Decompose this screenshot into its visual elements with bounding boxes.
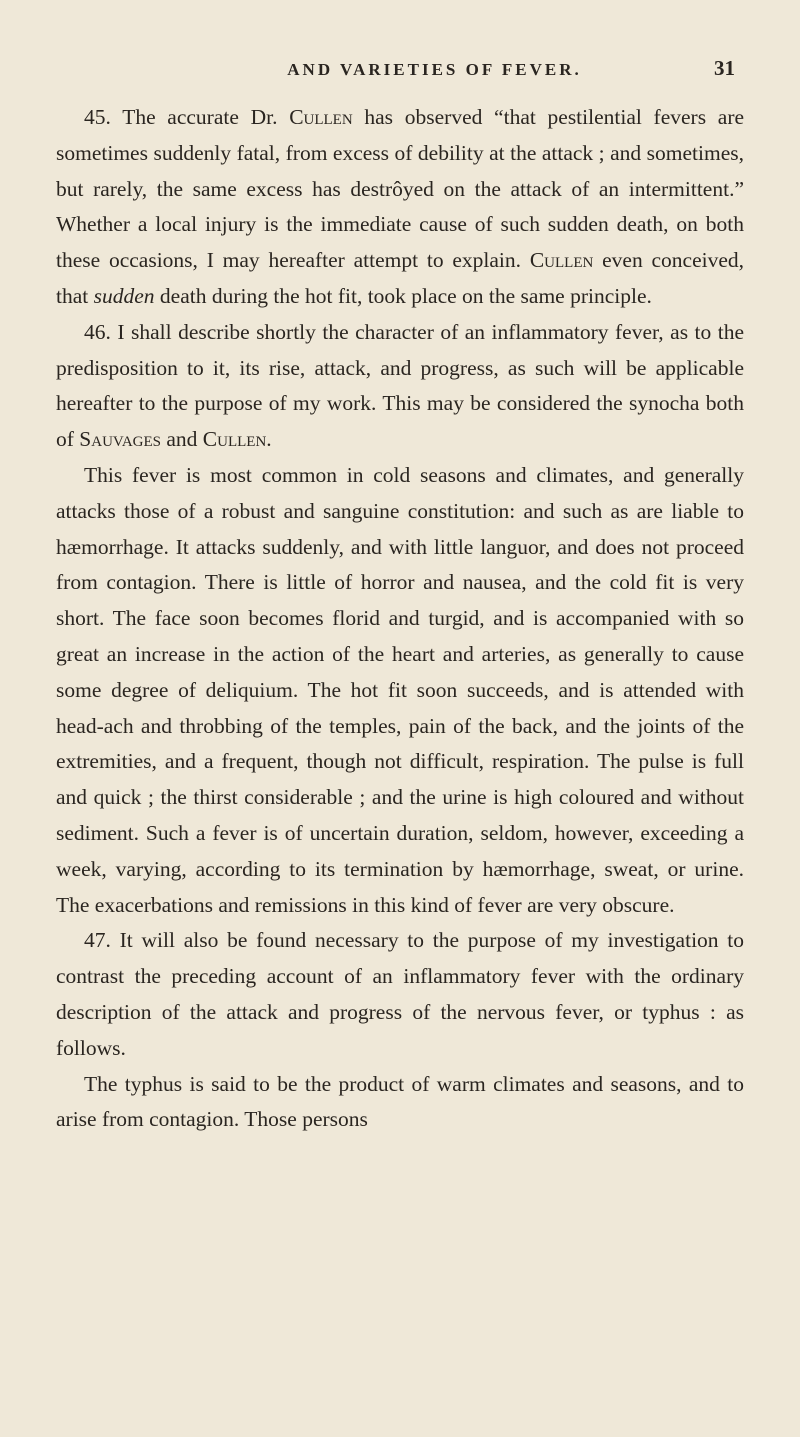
emphasis: sudden [93, 283, 155, 308]
author-name: Cullen [529, 248, 594, 273]
author-name: Cullen. [202, 427, 272, 452]
paragraph-46 [56, 315, 744, 458]
text-span: The accurate Dr. [122, 105, 278, 129]
running-head: AND VARIETIES OF FEVER. [287, 60, 582, 79]
section-number: 46. [84, 319, 111, 344]
text-span: has observed “that pestilential fevers are sometimes suddenly fatal, from excess of debility at the attack ; and sometimes, but rarely, the same excess has destrôyed on the attack of an intermittent.” Whether a local injury is the immediate cause of such sudden death, on both these occasions, I may hereafter attempt to explain. [56, 105, 745, 273]
text-span: It will also be found necessary to the purpose of my investigation to contrast the preceding account of an inflammatory fever with the ordinary description of the attack and progress of the nervous fever, or typhus : as follows. [56, 928, 745, 1060]
text-span: and [166, 427, 198, 452]
author-name: Cullen [289, 105, 353, 129]
author-name: Sauvages [79, 427, 161, 452]
paragraph-46-continued: This fever is most common in cold seasons and climates, and generally attacks those of a robust and sanguine constitution: and such as are liable to hæmorrhage. It attacks suddenly, and with little languor, and does not proceed from contagion. There is little of horror and nausea, and the cold fit is very short. The face soon becomes florid and turgid, and is accompanied with so great an increase in the action of the heart and arteries, as generally to cause some degree of deliquium. The hot fit soon succeeds, and is attended with head-ach and throbbing of the temples, pain of the back, and the joints of the extremities, and a frequent, though not difficult, respiration. The pulse is full and quick ; the thirst considerable ; and the urine is high coloured and without sediment. Such a fever is of uncertain duration, seldom, however, exceeding a week, varying, according to its termination by hæmorrhage, sweat, or urine. The exacerbations and remissions in this kind of fever are very obscure. [56, 462, 744, 917]
text-span: even conceived, that [56, 248, 745, 308]
paragraph-47 [56, 923, 744, 1066]
body-text [56, 100, 744, 1138]
paragraph-47-continued: The typhus is said to be the product of warm climates and seasons, and to arise from contagion. Those persons [56, 1071, 744, 1132]
page-number: 31 [714, 56, 735, 80]
paragraph-45 [56, 100, 744, 315]
page-header [115, 56, 735, 81]
section-number: 45. [84, 105, 111, 129]
section-number: 47. [84, 928, 111, 953]
text-span: I shall describe shortly the character of an inflammatory fever, as to the predisposition to it, its rise, attack, and progress, as such will be applicable hereafter to the purpose of my work. This may be considered the synocha both of [56, 319, 745, 452]
text-span: death during the hot fit, took place on the same principle. [159, 283, 652, 308]
